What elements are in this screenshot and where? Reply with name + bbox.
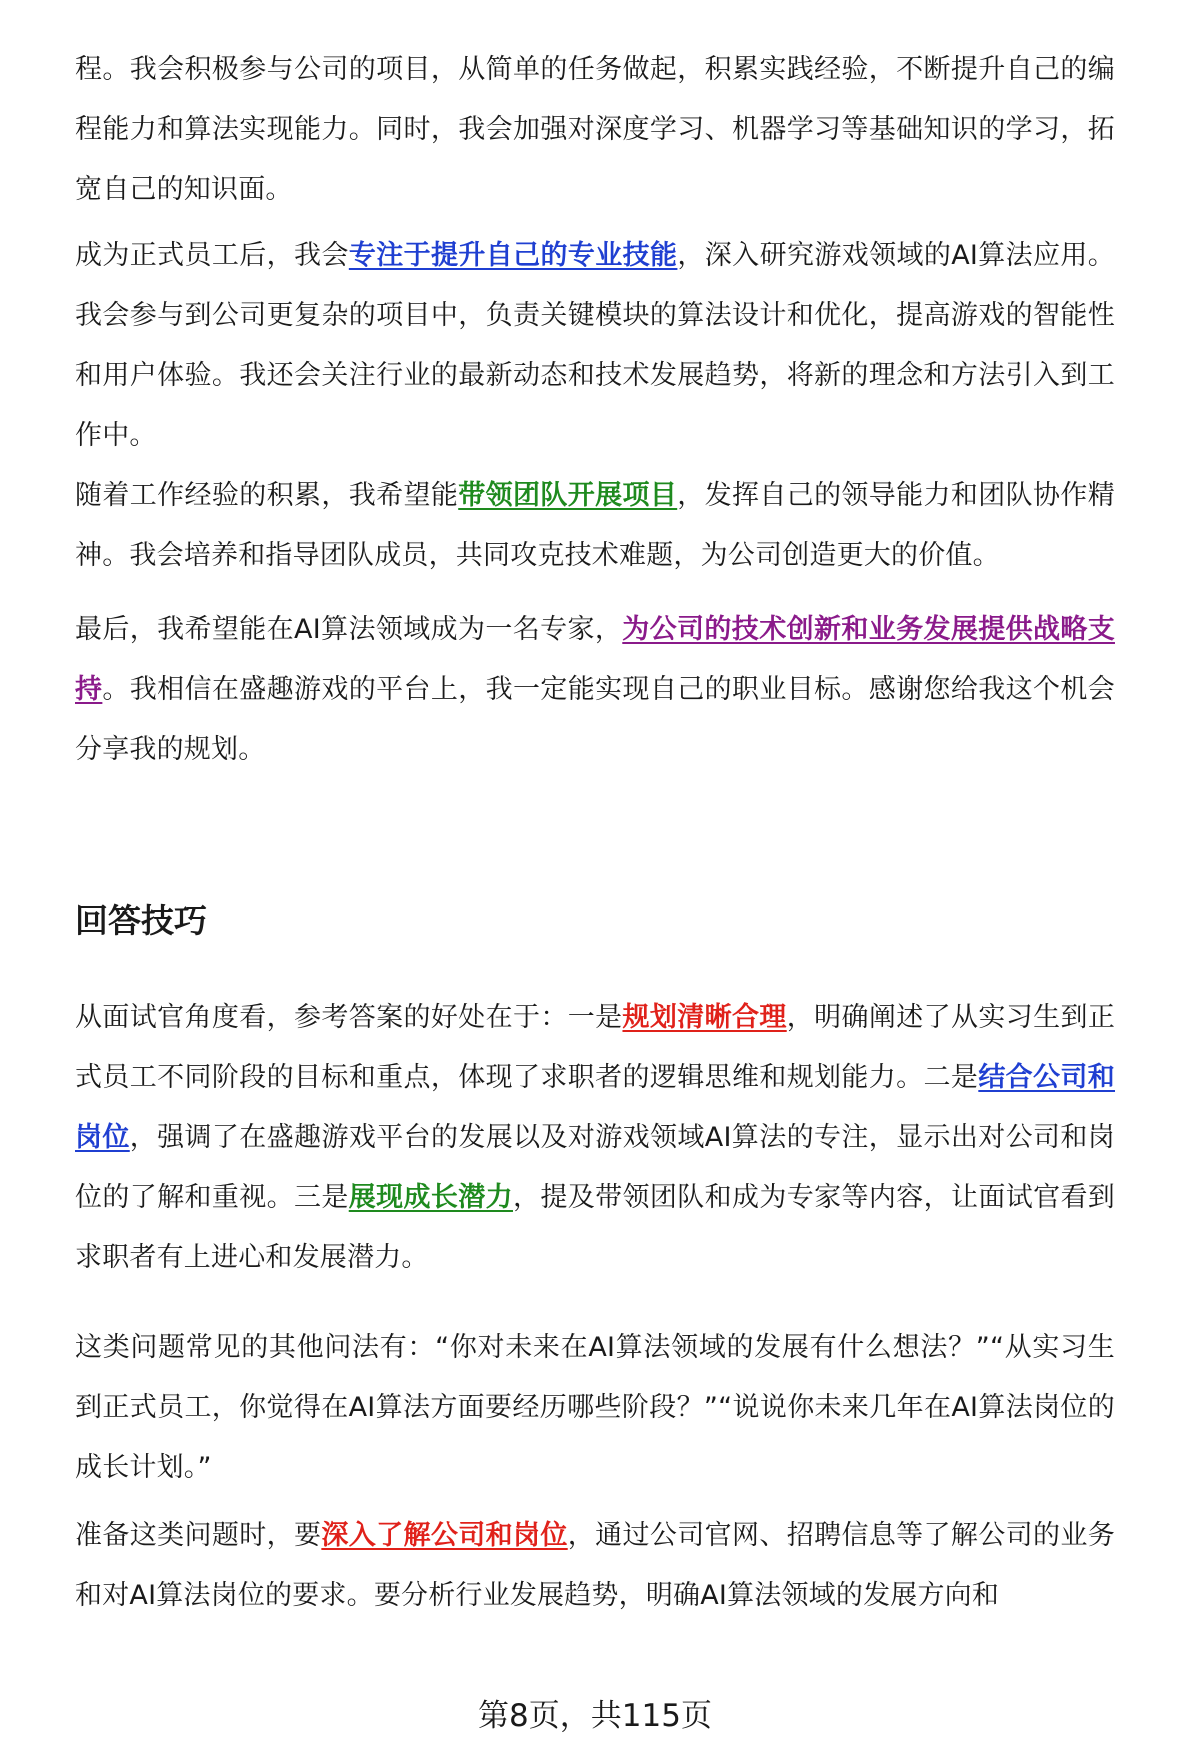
paragraph-text: 从面试官角度看，参考答案的好处在于：一是 (75, 1002, 623, 1033)
highlight-clear-plan: 规划清晰合理 (622, 1002, 787, 1033)
section-heading: 回答技巧 (75, 901, 207, 940)
paragraph-text: 。我相信在盛趣游戏的平台上，我一定能实现自己的职业目标。感谢您给我这个机会分享我的规划。 (75, 674, 1115, 765)
paragraph-answer-analysis (75, 988, 1115, 1288)
paragraph-text: 准备这类问题时，要 (75, 1520, 322, 1551)
paragraph-text: 程。我会积极参与公司的项目，从简单的任务做起，积累实践经验，不断提升自己的编程能力和算法实现能力。同时，我会加强对深度学习、机器学习等基础知识的学习，拓宽自己的知识面。 (75, 54, 1115, 205)
paragraph-text: 这类问题常见的其他问法有：“你对未来在AI算法领域的发展有什么想法？”“从实习生到正式员工，你觉得在AI算法方面要经历哪些阶段？”“说说你未来几年在AI算法岗位的成长计划。” (75, 1332, 1115, 1483)
paragraph-text: ，提及带领团队和成为专家等内容，让面试官看到求职者有上进心和发展潜力。 (75, 1182, 1116, 1273)
highlight-company-position: 结合公司和岗位 (75, 1062, 1116, 1153)
paragraph-text: ，通过公司官网、招聘信息等了解公司的业务和对AI算法岗位的要求。要分析行业发展趋势，明确AI算法领域的发展方向和 (75, 1520, 1115, 1611)
paragraph-team-lead-plan (75, 466, 1115, 586)
page-number: 第8页，共115页 (478, 1698, 712, 1734)
paragraph-alternative-questions (75, 1318, 1115, 1498)
highlight-professional-skills: 专注于提升自己的专业技能 (348, 240, 678, 271)
paragraph-text: ，明确阐述了从实习生到正式员工不同阶段的目标和重点，体现了求职者的逻辑思维和规划能力。二是 (75, 1002, 1116, 1093)
paragraph-text: ，发挥自己的领导能力和团队协作精神。我会培养和指导团队成员，共同攻克技术难题，为公司创造更大的价值。 (75, 480, 1115, 571)
paragraph-text: ，深入研究游戏领域的AI算法应用。我会参与到公司更复杂的项目中，负责关键模块的算法设计和优化，提高游戏的智能性和用户体验。我还会关注行业的最新动态和技术发展趋势，将新的理念和方法引入到工作中。 (75, 240, 1115, 451)
paragraph-text: ，强调了在盛趣游戏平台的发展以及对游戏领域AI算法的专注，显示出对公司和岗位的了解和重视。三是 (75, 1122, 1115, 1213)
paragraph-text: 最后，我希望能在AI算法领域成为一名专家， (75, 614, 623, 645)
highlight-growth-potential: 展现成长潜力 (348, 1182, 513, 1213)
highlight-strategic-support: 为公司的技术创新和业务发展提供战略支持 (75, 614, 1115, 705)
paragraph-preparation-tips (75, 1506, 1115, 1626)
highlight-lead-team: 带领团队开展项目 (458, 480, 678, 511)
highlight-understand-company: 深入了解公司和岗位 (321, 1520, 568, 1551)
paragraph-text: 随着工作经验的积累，我希望能 (75, 480, 459, 511)
paragraph-expert-plan (75, 600, 1115, 780)
paragraph-text: 成为正式员工后，我会 (75, 240, 349, 271)
paragraph-full-time-plan (75, 226, 1115, 466)
paragraph-internship-plan (75, 40, 1115, 220)
